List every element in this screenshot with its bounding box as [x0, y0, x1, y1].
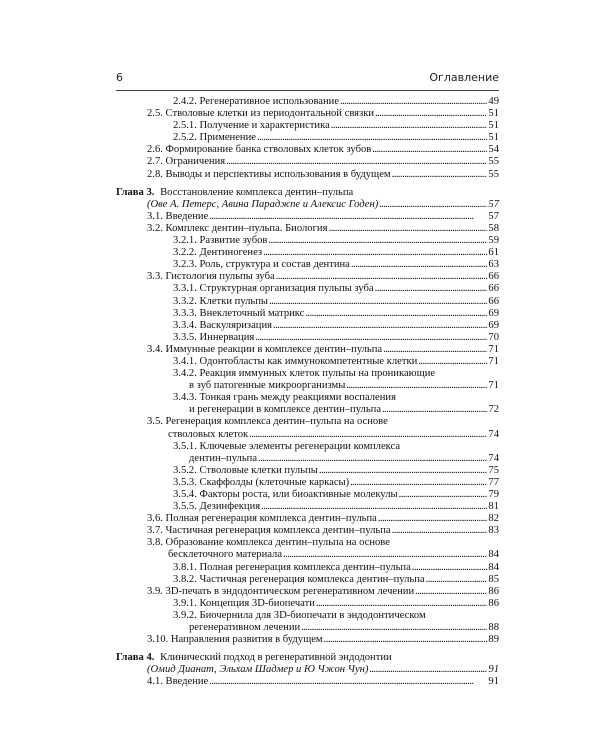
toc-entry[interactable] — [116, 525, 499, 537]
toc-entry-page: 83 — [488, 525, 499, 537]
toc-entry-title: Тонкая грань между реакциями воспаления — [199, 392, 396, 404]
toc-entry[interactable] — [116, 187, 499, 199]
toc-entry[interactable] — [116, 489, 499, 501]
toc-entry-number: 3.3.1. — [173, 283, 197, 295]
toc-entry[interactable] — [116, 537, 499, 549]
toc-entry[interactable] — [116, 308, 499, 320]
toc-entry-title: Развитие зубов — [199, 235, 268, 247]
toc-entry-page: 49 — [488, 96, 499, 107]
toc-entry-number: 4.1. — [147, 676, 163, 688]
dot-leader — [369, 664, 487, 676]
toc-entry-number: 3.3. — [147, 271, 163, 283]
toc-entry[interactable] — [116, 169, 499, 181]
dot-leader — [426, 574, 488, 586]
toc-entry-title: 3D-печать в эндодонтическом регенеративном лечении — [165, 585, 415, 597]
toc-entry[interactable] — [116, 622, 499, 634]
toc-entry[interactable] — [116, 156, 499, 168]
toc-entry-number: 3.9.2. — [173, 609, 197, 621]
toc-entry-number: 3.5. — [147, 416, 163, 428]
toc-entry[interactable] — [116, 392, 499, 404]
toc-entry[interactable] — [116, 108, 499, 120]
toc-entry-title: Дентиногенез — [199, 247, 263, 259]
toc-entry-number: 3.4.3. — [173, 392, 197, 404]
dot-leader — [273, 320, 487, 332]
toc-entry-page: 86 — [488, 585, 499, 597]
dot-leader — [351, 259, 488, 271]
toc-entry[interactable] — [116, 441, 499, 453]
toc-entry-title: Частичная регенерация комплекса дентин–пульпа — [199, 573, 425, 585]
toc-entry[interactable] — [116, 96, 499, 108]
toc-entry[interactable] — [116, 271, 499, 283]
toc-entry-page: 57 — [488, 210, 499, 222]
toc-entry-title: Клетки пульпы — [199, 295, 269, 307]
toc-entry[interactable] — [116, 344, 499, 356]
toc-entry-title: Образование комплекса дентин–пульпа на основе — [165, 537, 390, 549]
toc-entry[interactable] — [116, 501, 499, 513]
toc-entry-page: 66 — [488, 283, 499, 295]
dot-leader — [268, 235, 487, 247]
dot-leader — [257, 132, 487, 144]
toc-entry-number: 2.5. — [147, 108, 163, 120]
toc-entry-title: Структурная организация пульпы зуба — [199, 283, 374, 295]
toc-entry-page: 72 — [488, 404, 499, 416]
toc-entry[interactable] — [116, 132, 499, 144]
dot-leader — [382, 404, 487, 416]
toc-entry-page: 59 — [488, 235, 499, 247]
toc-entry-number: 3.2.1. — [173, 235, 197, 247]
toc-entry-page: 88 — [488, 622, 499, 634]
dot-leader — [392, 525, 488, 537]
dot-leader — [378, 513, 488, 525]
toc-entry-title: Иммунные реакции в комплексе дентин–пульпа — [165, 343, 383, 355]
toc-entry-number: 3.1. — [147, 210, 163, 222]
dot-leader — [418, 356, 487, 368]
toc-entry-title: бесклеточного материала — [168, 549, 283, 561]
dot-leader — [258, 453, 487, 465]
toc-entry-page: 66 — [488, 271, 499, 283]
toc-entry[interactable] — [116, 247, 499, 259]
dot-leader — [324, 634, 488, 646]
toc-entry-page: 61 — [488, 247, 499, 259]
toc-entry-page: 74 — [488, 428, 499, 440]
toc-entry[interactable] — [116, 513, 499, 525]
toc-entry-title: Комплекс дентин–пульпа. Биология — [165, 222, 328, 234]
dot-leader — [375, 283, 488, 295]
dot-leader — [375, 108, 487, 120]
toc-entry-number: Глава 4. — [116, 652, 155, 664]
toc-entry-title: (Ове А. Петерс, Авина Параджпе и Алексис Годен) — [147, 198, 379, 210]
dot-leader — [372, 144, 487, 156]
dot-leader — [263, 247, 487, 259]
toc-entry-page: 75 — [488, 464, 499, 476]
toc-entry-number: 2.5.1. — [173, 120, 197, 132]
toc-entry[interactable] — [116, 598, 499, 610]
toc-entry-number: 3.4.1. — [173, 355, 197, 367]
toc-entry[interactable] — [116, 211, 499, 223]
toc-entry-title: Одонтобласты как иммунокомпетентные клетки — [199, 355, 418, 367]
toc-entry-number: 2.5.2. — [173, 132, 197, 144]
toc-entry-title: и регенерации в комплексе дентин–пульпа — [189, 404, 382, 416]
toc-entry[interactable] — [116, 356, 499, 368]
toc-entry-number: 3.9. — [147, 585, 163, 597]
toc-entry[interactable] — [116, 586, 499, 598]
toc-entry-title: Восстановление комплекса дентин–пульпа — [160, 186, 354, 198]
toc-entry-page: 91 — [488, 676, 499, 688]
toc-entry[interactable] — [116, 332, 499, 344]
toc-entry-title: Реакция иммунных клеток пульпы на проникающие — [199, 368, 436, 380]
toc-entry[interactable] — [116, 477, 499, 489]
dot-leader — [415, 586, 487, 598]
toc-entry-page: 51 — [488, 108, 499, 120]
toc-entry-title: Стволовые клетки пульпы — [199, 464, 318, 476]
toc-entry[interactable] — [116, 259, 499, 271]
toc-entry-page: 55 — [488, 168, 499, 180]
toc-entry-page: 77 — [488, 476, 499, 488]
toc-entry-number: 3.5.4. — [173, 489, 197, 500]
toc-entry-title: Внеклеточный матрикс — [199, 307, 305, 319]
dot-leader — [255, 332, 487, 344]
dot-leader — [209, 676, 487, 688]
dot-leader — [301, 622, 487, 634]
dot-leader — [209, 211, 487, 223]
toc-entry-title: Полная регенерация комплекса дентин–пульпа — [199, 561, 411, 573]
toc-entry-title: Ограничения — [165, 156, 226, 168]
dot-leader — [399, 489, 488, 501]
toc-entry-title: Полная регенерация комплекса дентин–пульпа — [165, 513, 377, 525]
dot-leader — [249, 429, 487, 441]
toc-entry-title: Формирование банка стволовых клеток зубов — [165, 144, 372, 156]
dot-leader — [412, 562, 488, 574]
toc-entry-title: Факторы роста, или биоактивные молекулы — [199, 489, 398, 500]
toc-entry-title: Частичная регенерация комплекса дентин–пульпа — [165, 525, 391, 537]
toc-entry[interactable] — [116, 562, 499, 574]
toc-entry-title: Дезинфекция — [199, 501, 261, 513]
toc-entry[interactable] — [116, 634, 499, 646]
toc-entry[interactable] — [116, 368, 499, 380]
toc-entry-title: Иннервация — [199, 331, 255, 343]
toc-entry[interactable] — [116, 120, 499, 132]
toc-entry-page: 69 — [488, 307, 499, 319]
toc-entry-number: 3.8. — [147, 537, 163, 549]
dot-leader — [226, 156, 487, 168]
dot-leader — [261, 501, 487, 513]
toc-entry-number: 3.9.1. — [173, 597, 197, 609]
toc-entry[interactable] — [116, 223, 499, 235]
toc-entry-page: 85 — [488, 573, 499, 585]
dot-leader — [346, 380, 487, 392]
toc-entry-title: Введение — [165, 676, 209, 688]
toc-entry-page: 66 — [488, 295, 499, 307]
dot-leader — [283, 549, 487, 561]
toc-entry[interactable] — [116, 283, 499, 295]
toc-entry-number: 3.2. — [147, 222, 163, 234]
toc-entry-page: 57 — [488, 198, 499, 210]
toc-entry-page: 84 — [488, 561, 499, 573]
toc-entry-page: 74 — [488, 452, 499, 464]
toc-entry-number: 3.3.4. — [173, 319, 197, 331]
dot-leader — [379, 199, 487, 211]
toc-entry[interactable] — [116, 296, 499, 308]
toc-entry-title: Введение — [165, 210, 209, 222]
dot-leader — [276, 271, 488, 283]
toc-entry-number: 3.2.3. — [173, 259, 197, 271]
toc-entry[interactable] — [116, 380, 499, 392]
toc-entry[interactable] — [116, 404, 499, 416]
toc-entry-title: Ключевые элементы регенерации комплекса — [199, 440, 401, 452]
toc-entry-title: Концепция 3D-биопечати — [199, 597, 315, 609]
toc-entry[interactable] — [116, 652, 499, 664]
toc-entry-number: 3.3.5. — [173, 331, 197, 343]
dot-leader — [340, 96, 487, 108]
toc-entry-title: Стволовые клетки из периодонтальной связки — [165, 108, 375, 120]
page-number: 6 — [116, 71, 123, 84]
toc-entry-page: 55 — [488, 156, 499, 168]
toc-entry-page: 70 — [488, 331, 499, 343]
toc-entry-page: 81 — [488, 501, 499, 513]
toc-entry[interactable] — [116, 320, 499, 332]
toc-entry-page: 71 — [488, 380, 499, 392]
toc-entry-page: 82 — [488, 513, 499, 525]
toc-entry-number: Глава 3. — [116, 186, 155, 198]
dot-leader — [269, 296, 487, 308]
toc-entry[interactable] — [116, 235, 499, 247]
toc-entry-title: Регенерация комплекса дентин–пульпа на основе — [165, 416, 388, 428]
toc-entry-title: Васкуляризация — [199, 319, 273, 331]
toc-entry[interactable] — [116, 676, 499, 688]
page-header — [116, 71, 499, 87]
toc-entry[interactable] — [116, 144, 499, 156]
toc-entry[interactable] — [116, 453, 499, 465]
dot-leader — [319, 465, 488, 477]
toc-entry-number: 2.6. — [147, 144, 163, 156]
toc-entry-title: (Омид Дианат, Эльхам Шадмер и Ю Чжон Чун) — [147, 664, 369, 676]
toc-entry-number: 3.6. — [147, 513, 163, 525]
toc-entry-number: 3.4.2. — [173, 368, 197, 380]
toc-entry-number: 3.5.5. — [173, 501, 197, 513]
toc-entry-title: в зуб патогенные микроорганизмы — [189, 380, 346, 392]
toc-entry-number: 3.5.2. — [173, 464, 197, 476]
toc-entry-page: 51 — [488, 132, 499, 144]
toc-entry[interactable] — [116, 465, 499, 477]
toc-entry-title: стволовых клеток — [168, 428, 249, 440]
toc-entry-title: Скаффолды (клеточные каркасы) — [199, 476, 350, 488]
toc-entry-number: 3.3.3. — [173, 307, 197, 319]
dot-leader — [383, 344, 487, 356]
toc-entry[interactable] — [116, 549, 499, 561]
toc-entry-page: 84 — [488, 549, 499, 561]
toc-entry-number: 3.10. — [147, 634, 169, 646]
toc-entry[interactable] — [116, 199, 499, 211]
toc-entry[interactable] — [116, 416, 499, 428]
toc-entry-number: 3.4. — [147, 343, 163, 355]
toc-entry-title: регенеративном лечении — [189, 622, 301, 634]
toc-entry-title: Получение и характеристика — [199, 120, 330, 132]
toc-entry-title: Применение — [199, 132, 256, 144]
dot-leader — [328, 223, 487, 235]
toc-entry-title: Регенеративное использование — [199, 96, 340, 107]
toc-entry-number: 3.8.1. — [173, 561, 197, 573]
toc-entry-page: 91 — [488, 664, 499, 676]
toc-entry-number: 3.7. — [147, 525, 163, 537]
toc-entry-title: Клинический подход в регенеративной эндодонтии — [160, 652, 392, 664]
toc-entry-number: 2.7. — [147, 156, 163, 168]
toc-entry-page: 86 — [488, 597, 499, 609]
dot-leader — [305, 308, 487, 320]
table-of-contents — [116, 96, 499, 689]
toc-entry-page: 79 — [488, 489, 499, 500]
toc-entry-number: 2.4.2. — [173, 96, 197, 107]
toc-entry-page: 71 — [488, 343, 499, 355]
dot-leader — [316, 598, 488, 610]
toc-entry-page: 63 — [488, 259, 499, 271]
toc-entry-title: Роль, структура и состав дентина — [199, 259, 350, 271]
toc-entry-number: 3.3.2. — [173, 295, 197, 307]
toc-entry-number: 2.8. — [147, 168, 163, 180]
dot-leader — [331, 120, 488, 132]
toc-entry-page: 54 — [488, 144, 499, 156]
toc-entry-number: 3.2.2. — [173, 247, 197, 259]
toc-entry-page: 51 — [488, 120, 499, 132]
toc-entry-title: Гистология пульпы зуба — [165, 271, 275, 283]
dot-leader — [350, 477, 487, 489]
toc-entry-number: 3.5.1. — [173, 440, 197, 452]
toc-entry[interactable] — [116, 429, 499, 441]
toc-entry-title: Биочернила для 3D-биопечати в эндодонтическом — [199, 609, 426, 621]
toc-entry-page: 71 — [488, 355, 499, 367]
toc-entry-title: Выводы и перспективы использования в будущем — [165, 168, 391, 180]
toc-entry-title: Направления развития в будущем — [170, 634, 323, 646]
toc-entry[interactable] — [116, 664, 499, 676]
dot-leader — [392, 169, 488, 181]
running-title: Оглавление — [429, 71, 499, 84]
toc-entry-page: 89 — [488, 634, 499, 646]
toc-entry-number: 3.8.2. — [173, 573, 197, 585]
toc-entry[interactable] — [116, 610, 499, 622]
toc-entry-number: 3.5.3. — [173, 476, 197, 488]
toc-entry[interactable] — [116, 574, 499, 586]
toc-entry-page: 58 — [488, 222, 499, 234]
header-rule — [116, 90, 499, 91]
toc-entry-page: 69 — [488, 319, 499, 331]
toc-entry-title: дентин–пульпа — [189, 452, 258, 464]
